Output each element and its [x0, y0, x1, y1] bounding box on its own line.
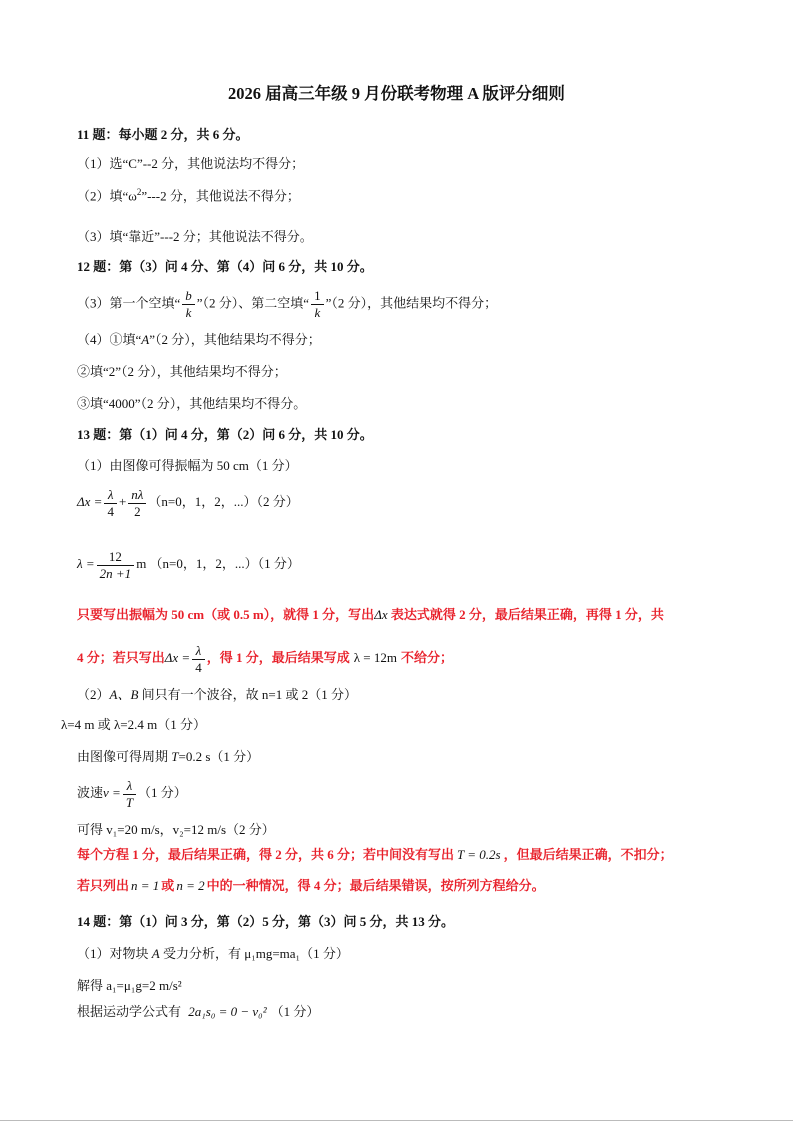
- q13-part2-line-5: 可得 v₁=20 m/s，v₂=12 m/s（2 分）: [77, 822, 275, 837]
- q13-part2-line-3: [77, 749, 259, 765]
- eq2-lhs: λ =: [77, 556, 95, 571]
- red4-s2: n = 2: [176, 878, 205, 893]
- q14-heading: 14 题：第（1）问 3 分，第（2）5 分，第（3）问 5 分，共 13 分。: [77, 914, 455, 929]
- red2-frac: $\frac{\lambda}{4}$: [192, 643, 205, 676]
- eq2-frac: $\frac{12}{2n +1}$: [97, 549, 135, 582]
- q11-line-3: （3）填“靠近”---2 分；其他说法不得分。: [77, 229, 313, 244]
- q13-line-1: （1）由图像可得振幅为 50 cm（1 分）: [77, 458, 298, 473]
- q12-line-1: [77, 288, 497, 321]
- q11-heading: 11 题：每小题 2 分，共 6 分。: [77, 127, 249, 142]
- q11-line-2-sup: 2: [136, 187, 142, 197]
- q12-line-1-c: ”（2 分），其他结果均不得分；: [325, 295, 498, 311]
- q14-l1-A: A: [151, 946, 160, 961]
- eq1-plus: +: [118, 494, 127, 509]
- document-title: 2026 届高三年级 9 月份联考物理 A 版评分细则: [228, 84, 565, 103]
- red4-a: 若只列出: [77, 878, 130, 893]
- q12-line-2: [77, 332, 321, 348]
- p2l1-a: （2）: [77, 687, 110, 702]
- red2-symbol: Δx =: [164, 650, 191, 665]
- q12-heading: 12 题：第（3）问 4 分、第（4）问 6 分，共 10 分。: [77, 259, 373, 274]
- q13-heading: 13 题：第（1）问 4 分，第（2）问 6 分，共 10 分。: [77, 427, 373, 442]
- p2l1-ab: A、B: [109, 687, 139, 702]
- q11-line-2-b: ”---2 分，其他说法不得分；: [141, 188, 300, 204]
- red1-a: 只要写出振幅为 50 cm（或 0.5 m），就得 1 分，写出: [77, 607, 375, 622]
- fraction-1-over-k: $\frac{1}{k}$: [311, 288, 324, 321]
- p2l4-a: 波速: [77, 785, 104, 800]
- fraction-b-over-k: $\frac{b}{k}$: [182, 288, 195, 321]
- eq2-tail: m （n=0，1，2，...）（1 分）: [136, 556, 300, 571]
- red3-a: 每个方程 1 分，最后结果正确，得 2 分，共 6 分；若中间没有写出: [77, 847, 455, 862]
- q14-l3-b: （1 分）: [270, 1004, 320, 1019]
- red1-symbol: Δx: [374, 607, 388, 622]
- red4-c: 中的一种情况，得 4 分；最后结果错误，按所列方程给分。: [206, 878, 545, 893]
- q14-l1-a: （1）对物块: [77, 946, 152, 961]
- q14-line-3: [77, 1004, 319, 1020]
- q14-line-2: 解得 a₁=μ₁g=2 m/s²: [77, 978, 182, 993]
- q14-line-1: [77, 946, 349, 962]
- red4-b: 或: [161, 878, 175, 893]
- eq1-frac-2: $\frac{n\lambda}{2}$: [128, 487, 146, 520]
- q13-red-note-3: [77, 847, 673, 863]
- red1-b: 表达式就得 2 分，最后结果正确，再得 1 分，共: [387, 607, 664, 622]
- q12-line-1-b: ”（2 分）、第二空填“: [196, 295, 310, 311]
- q14-l3-eq: 2a₁s₀ = 0 − v₀²: [188, 1004, 267, 1019]
- q13-red-note-4: [77, 878, 545, 894]
- q13-red-note-1: [77, 607, 664, 623]
- red2-lambda: λ = 12m: [353, 650, 397, 665]
- eq1-lhs: Δx =: [77, 494, 103, 509]
- red2-b: ，得 1 分，最后结果写成: [206, 650, 350, 665]
- q12-line-4: ③填“4000”（2 分），其他结果均不得分。: [77, 396, 307, 411]
- q14-l3-a: 根据运动学公式有: [77, 1004, 185, 1019]
- q13-red-note-2: [77, 638, 453, 678]
- q13-equation-2: [77, 545, 300, 583]
- p2l4-b: （1 分）: [138, 785, 187, 800]
- red2-a: 4 分；若只写出: [77, 650, 165, 665]
- q13-part2-line-4: [77, 774, 187, 812]
- eq1-frac-1: $\frac{\lambda}{4}$: [104, 487, 117, 520]
- p2l3-b: =0.2 s（1 分）: [178, 749, 260, 764]
- q14-l1-b: 受力分析，有 μ₁mg=ma₁（1 分）: [159, 946, 349, 961]
- q12-line-2-a: （4）①填“: [77, 332, 142, 347]
- q11-line-2-a: （2）填“ω: [77, 188, 137, 204]
- p2l4-frac: $\frac{\lambda}{T}$: [123, 778, 136, 811]
- p2l3-a: 由图像可得周期: [77, 749, 172, 764]
- q13-part2-line-2: λ=4 m 或 λ=2.4 m（1 分）: [61, 717, 206, 732]
- q13-equation-1: [77, 484, 299, 520]
- page-bottom-rule: [0, 1120, 793, 1121]
- red3-symbol: T = 0.2s: [457, 847, 501, 862]
- red4-s1: n = 1: [131, 878, 160, 893]
- q12-line-2-var: A: [141, 332, 150, 347]
- q13-part2-line-1: [77, 687, 357, 703]
- q12-line-3: ②填“2”（2 分），其他结果均不得分；: [77, 364, 287, 379]
- p2l1-c: 间只有一个波谷，故 n=1 或 2（1 分）: [138, 687, 357, 702]
- p2l4-v: v =: [103, 785, 121, 800]
- q12-line-1-a: （3）第一个空填“: [77, 295, 181, 311]
- q11-line-2: [77, 184, 300, 204]
- p2l3-T: T: [171, 749, 179, 764]
- q11-line-1: （1）选“C”--2 分，其他说法均不得分；: [77, 156, 305, 171]
- red2-c: 不给分；: [400, 650, 453, 665]
- q12-line-2-b: ”（2 分），其他结果均不得分；: [149, 332, 321, 347]
- red3-b: ，但最后结果正确，不扣分；: [503, 847, 673, 862]
- eq1-tail: （n=0，1，2，...）（2 分）: [148, 494, 299, 509]
